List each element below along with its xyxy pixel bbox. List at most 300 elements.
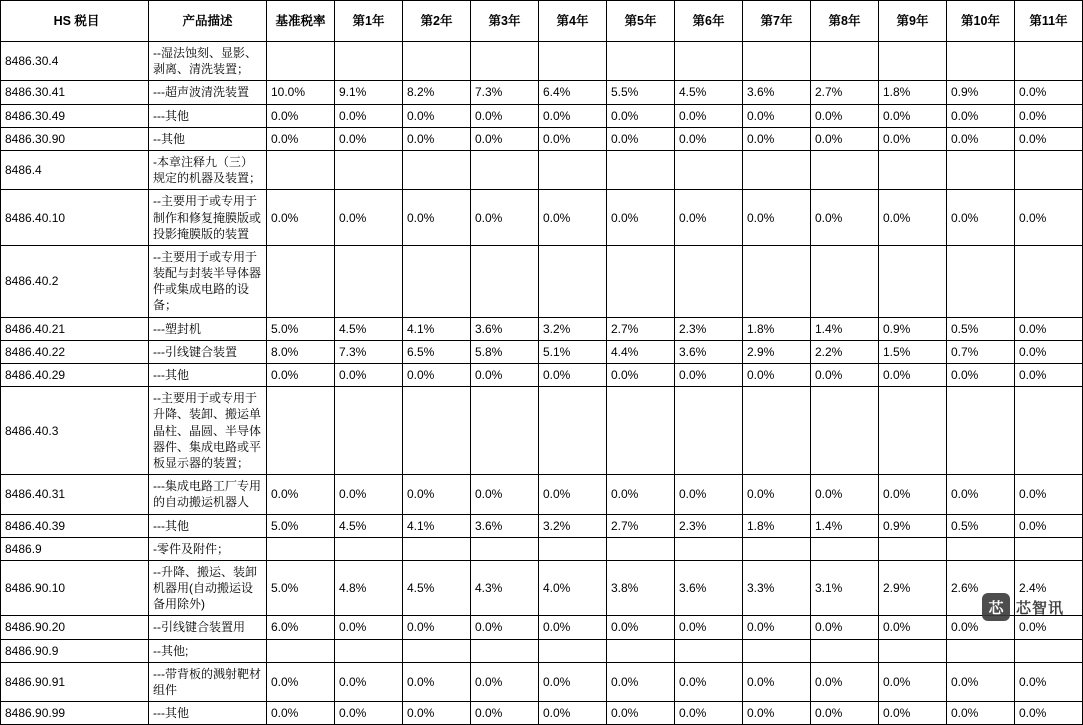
cell-year-2-rate: [403, 639, 471, 662]
cell-year-4-rate: [539, 150, 607, 189]
cell-year-9-rate: [879, 42, 947, 81]
cell-year-6-rate: [675, 537, 743, 560]
cell-year-2-rate: [403, 387, 471, 475]
cell-year-11-rate: [1015, 387, 1083, 475]
cell-year-6-rate: [675, 150, 743, 189]
table-row: [1, 127, 1083, 150]
cell-year-9-rate: 0.9%: [879, 514, 947, 537]
cell-base-rate: 0.0%: [267, 702, 335, 725]
cell-year-2-rate: [403, 42, 471, 81]
cell-year-6-rate: 3.6%: [675, 340, 743, 363]
column-header-year-5: 第5年: [607, 1, 675, 42]
column-header-year-11: 第11年: [1015, 1, 1083, 42]
cell-year-11-rate: 0.0%: [1015, 81, 1083, 104]
cell-year-8-rate: 2.2%: [811, 340, 879, 363]
cell-year-3-rate: 0.0%: [471, 475, 539, 514]
cell-description: ---集成电路工厂专用的自动搬运机器人: [149, 475, 267, 514]
column-header-hs: HS 税目: [1, 1, 149, 42]
cell-base-rate: [267, 245, 335, 317]
cell-year-9-rate: 0.0%: [879, 662, 947, 701]
cell-year-8-rate: 1.4%: [811, 317, 879, 340]
cell-year-1-rate: [335, 387, 403, 475]
cell-year-1-rate: 0.0%: [335, 475, 403, 514]
cell-year-1-rate: [335, 150, 403, 189]
cell-hs-code: 8486.90.91: [1, 662, 149, 701]
cell-base-rate: 0.0%: [267, 662, 335, 701]
cell-year-8-rate: [811, 245, 879, 317]
cell-year-11-rate: 0.0%: [1015, 662, 1083, 701]
cell-year-3-rate: 4.3%: [471, 560, 539, 616]
cell-year-10-rate: 0.5%: [947, 514, 1015, 537]
column-header-year-6: 第6年: [675, 1, 743, 42]
cell-description: --其他: [149, 127, 267, 150]
cell-base-rate: [267, 387, 335, 475]
cell-year-10-rate: [947, 537, 1015, 560]
cell-year-9-rate: 0.0%: [879, 702, 947, 725]
cell-year-5-rate: 0.0%: [607, 662, 675, 701]
cell-year-9-rate: 0.0%: [879, 190, 947, 246]
cell-year-10-rate: [947, 150, 1015, 189]
table-row: [1, 560, 1083, 616]
cell-year-7-rate: [743, 387, 811, 475]
cell-hs-code: 8486.90.10: [1, 560, 149, 616]
header-row: [1, 1, 1083, 42]
cell-description: ---带背板的溅射靶材组件: [149, 662, 267, 701]
cell-year-3-rate: [471, 42, 539, 81]
table-row: [1, 364, 1083, 387]
cell-year-8-rate: 0.0%: [811, 662, 879, 701]
cell-year-4-rate: 0.0%: [539, 104, 607, 127]
cell-year-5-rate: [607, 387, 675, 475]
cell-year-1-rate: [335, 42, 403, 81]
cell-year-10-rate: [947, 42, 1015, 81]
cell-year-3-rate: 0.0%: [471, 127, 539, 150]
cell-year-1-rate: [335, 639, 403, 662]
cell-year-10-rate: 0.0%: [947, 662, 1015, 701]
cell-year-4-rate: [539, 537, 607, 560]
cell-year-4-rate: 0.0%: [539, 662, 607, 701]
cell-year-2-rate: 0.0%: [403, 104, 471, 127]
cell-description: --主要用于或专用于制作和修复掩膜版或投影掩膜版的装置: [149, 190, 267, 246]
column-header-year-7: 第7年: [743, 1, 811, 42]
cell-hs-code: 8486.30.4: [1, 42, 149, 81]
table-body: [1, 42, 1083, 725]
cell-year-10-rate: 0.7%: [947, 340, 1015, 363]
cell-hs-code: 8486.40.39: [1, 514, 149, 537]
cell-year-10-rate: 0.0%: [947, 475, 1015, 514]
cell-year-11-rate: [1015, 150, 1083, 189]
cell-hs-code: 8486.90.99: [1, 702, 149, 725]
cell-year-11-rate: 0.0%: [1015, 340, 1083, 363]
table-row: [1, 639, 1083, 662]
cell-year-5-rate: 0.0%: [607, 127, 675, 150]
cell-year-10-rate: 0.0%: [947, 616, 1015, 639]
cell-year-5-rate: 0.0%: [607, 364, 675, 387]
cell-hs-code: 8486.4: [1, 150, 149, 189]
cell-year-7-rate: 0.0%: [743, 190, 811, 246]
cell-hs-code: 8486.40.29: [1, 364, 149, 387]
cell-year-9-rate: 0.0%: [879, 616, 947, 639]
cell-year-2-rate: [403, 150, 471, 189]
cell-year-6-rate: [675, 387, 743, 475]
cell-year-9-rate: [879, 387, 947, 475]
cell-year-10-rate: [947, 245, 1015, 317]
cell-year-7-rate: [743, 150, 811, 189]
cell-description: --主要用于或专用于升降、装卸、搬运单晶柱、晶圆、半导体器件、集成电路或平板显示器的装置；: [149, 387, 267, 475]
cell-year-2-rate: 0.0%: [403, 127, 471, 150]
cell-description: ---其他: [149, 514, 267, 537]
cell-year-1-rate: 0.0%: [335, 104, 403, 127]
cell-year-8-rate: [811, 387, 879, 475]
cell-year-6-rate: 0.0%: [675, 127, 743, 150]
cell-year-5-rate: [607, 42, 675, 81]
cell-year-2-rate: [403, 245, 471, 317]
cell-year-1-rate: 4.5%: [335, 317, 403, 340]
cell-year-6-rate: 0.0%: [675, 104, 743, 127]
cell-base-rate: 0.0%: [267, 364, 335, 387]
cell-year-3-rate: [471, 245, 539, 317]
cell-year-11-rate: [1015, 639, 1083, 662]
cell-year-1-rate: 7.3%: [335, 340, 403, 363]
cell-year-8-rate: [811, 150, 879, 189]
cell-year-8-rate: [811, 639, 879, 662]
cell-base-rate: 0.0%: [267, 190, 335, 246]
cell-year-4-rate: 0.0%: [539, 616, 607, 639]
cell-year-1-rate: [335, 245, 403, 317]
cell-base-rate: [267, 639, 335, 662]
cell-year-6-rate: 0.0%: [675, 616, 743, 639]
cell-year-4-rate: 3.2%: [539, 514, 607, 537]
cell-year-10-rate: 0.0%: [947, 127, 1015, 150]
cell-year-3-rate: 0.0%: [471, 616, 539, 639]
cell-year-1-rate: 0.0%: [335, 127, 403, 150]
cell-year-4-rate: 0.0%: [539, 702, 607, 725]
cell-year-8-rate: 0.0%: [811, 475, 879, 514]
cell-year-5-rate: 0.0%: [607, 190, 675, 246]
cell-base-rate: 10.0%: [267, 81, 335, 104]
table-row: [1, 702, 1083, 725]
cell-year-1-rate: 0.0%: [335, 364, 403, 387]
cell-year-5-rate: 4.4%: [607, 340, 675, 363]
cell-year-6-rate: 2.3%: [675, 514, 743, 537]
cell-year-11-rate: 0.0%: [1015, 317, 1083, 340]
cell-year-9-rate: 0.9%: [879, 317, 947, 340]
cell-description: ---其他: [149, 364, 267, 387]
cell-year-4-rate: 0.0%: [539, 190, 607, 246]
cell-year-7-rate: 0.0%: [743, 616, 811, 639]
cell-year-11-rate: [1015, 42, 1083, 81]
cell-year-7-rate: 1.8%: [743, 514, 811, 537]
cell-description: --湿法蚀刻、显影、剥离、清洗装置；: [149, 42, 267, 81]
cell-year-7-rate: 1.8%: [743, 317, 811, 340]
cell-description: --引线键合装置用: [149, 616, 267, 639]
cell-year-9-rate: 1.5%: [879, 340, 947, 363]
cell-hs-code: 8486.40.22: [1, 340, 149, 363]
cell-year-7-rate: [743, 537, 811, 560]
cell-year-9-rate: [879, 639, 947, 662]
cell-year-7-rate: 0.0%: [743, 104, 811, 127]
cell-hs-code: 8486.30.90: [1, 127, 149, 150]
cell-year-2-rate: 0.0%: [403, 190, 471, 246]
cell-year-5-rate: 0.0%: [607, 702, 675, 725]
cell-year-8-rate: 0.0%: [811, 104, 879, 127]
cell-year-8-rate: 2.7%: [811, 81, 879, 104]
cell-description: ---超声波清洗装置: [149, 81, 267, 104]
column-header-year-1: 第1年: [335, 1, 403, 42]
cell-year-3-rate: [471, 150, 539, 189]
cell-year-6-rate: 0.0%: [675, 190, 743, 246]
cell-base-rate: 6.0%: [267, 616, 335, 639]
table-row: [1, 514, 1083, 537]
cell-year-5-rate: 0.0%: [607, 616, 675, 639]
cell-year-7-rate: 0.0%: [743, 475, 811, 514]
cell-year-4-rate: [539, 387, 607, 475]
cell-hs-code: 8486.30.41: [1, 81, 149, 104]
cell-year-7-rate: 0.0%: [743, 662, 811, 701]
cell-year-4-rate: 0.0%: [539, 127, 607, 150]
cell-year-3-rate: [471, 387, 539, 475]
cell-year-11-rate: 0.0%: [1015, 364, 1083, 387]
cell-year-4-rate: 0.0%: [539, 364, 607, 387]
cell-year-8-rate: 0.0%: [811, 702, 879, 725]
cell-year-5-rate: [607, 245, 675, 317]
column-header-year-4: 第4年: [539, 1, 607, 42]
cell-year-9-rate: 0.0%: [879, 104, 947, 127]
cell-year-3-rate: 0.0%: [471, 190, 539, 246]
cell-hs-code: 8486.40.3: [1, 387, 149, 475]
cell-year-8-rate: 0.0%: [811, 127, 879, 150]
cell-year-5-rate: 3.8%: [607, 560, 675, 616]
cell-year-1-rate: [335, 537, 403, 560]
cell-year-1-rate: 9.1%: [335, 81, 403, 104]
cell-year-4-rate: [539, 245, 607, 317]
cell-year-6-rate: 4.5%: [675, 81, 743, 104]
cell-year-3-rate: 7.3%: [471, 81, 539, 104]
cell-year-7-rate: 0.0%: [743, 127, 811, 150]
cell-year-10-rate: 0.9%: [947, 81, 1015, 104]
cell-year-2-rate: 4.1%: [403, 317, 471, 340]
cell-base-rate: 5.0%: [267, 560, 335, 616]
cell-year-9-rate: [879, 537, 947, 560]
cell-base-rate: [267, 42, 335, 81]
column-header-base-rate: 基准税率: [267, 1, 335, 42]
cell-year-10-rate: 0.0%: [947, 364, 1015, 387]
cell-year-1-rate: 0.0%: [335, 702, 403, 725]
cell-year-2-rate: 0.0%: [403, 364, 471, 387]
cell-year-2-rate: 4.5%: [403, 560, 471, 616]
cell-year-11-rate: 2.4%: [1015, 560, 1083, 616]
cell-description: -零件及附件；: [149, 537, 267, 560]
table-row: [1, 104, 1083, 127]
cell-year-5-rate: [607, 639, 675, 662]
cell-year-11-rate: 0.0%: [1015, 127, 1083, 150]
cell-year-2-rate: 8.2%: [403, 81, 471, 104]
cell-base-rate: 0.0%: [267, 104, 335, 127]
cell-year-2-rate: 0.0%: [403, 662, 471, 701]
cell-hs-code: 8486.40.10: [1, 190, 149, 246]
table-row: [1, 81, 1083, 104]
cell-year-4-rate: [539, 42, 607, 81]
cell-year-3-rate: [471, 639, 539, 662]
cell-year-5-rate: [607, 537, 675, 560]
cell-year-11-rate: 0.0%: [1015, 104, 1083, 127]
column-header-year-10: 第10年: [947, 1, 1015, 42]
table-row: [1, 245, 1083, 317]
cell-year-6-rate: 0.0%: [675, 364, 743, 387]
cell-year-10-rate: 0.0%: [947, 702, 1015, 725]
table-row: [1, 387, 1083, 475]
cell-year-7-rate: [743, 639, 811, 662]
cell-year-10-rate: 0.5%: [947, 317, 1015, 340]
cell-year-10-rate: [947, 639, 1015, 662]
cell-year-6-rate: [675, 245, 743, 317]
cell-year-2-rate: 4.1%: [403, 514, 471, 537]
cell-year-11-rate: 0.0%: [1015, 475, 1083, 514]
table-row: [1, 42, 1083, 81]
table-row: [1, 150, 1083, 189]
cell-hs-code: 8486.40.2: [1, 245, 149, 317]
cell-description: --升降、搬运、装卸机器用(自动搬运设备用除外): [149, 560, 267, 616]
cell-year-11-rate: 0.0%: [1015, 702, 1083, 725]
cell-year-5-rate: 5.5%: [607, 81, 675, 104]
cell-year-5-rate: 0.0%: [607, 104, 675, 127]
cell-year-9-rate: 1.8%: [879, 81, 947, 104]
cell-year-2-rate: 0.0%: [403, 702, 471, 725]
cell-year-5-rate: [607, 150, 675, 189]
cell-year-4-rate: 4.0%: [539, 560, 607, 616]
cell-year-3-rate: 0.0%: [471, 662, 539, 701]
cell-year-7-rate: 2.9%: [743, 340, 811, 363]
cell-year-11-rate: [1015, 245, 1083, 317]
cell-description: ---引线键合装置: [149, 340, 267, 363]
cell-year-7-rate: [743, 42, 811, 81]
table-header: [1, 1, 1083, 42]
cell-year-11-rate: 0.0%: [1015, 616, 1083, 639]
cell-year-1-rate: 4.5%: [335, 514, 403, 537]
cell-year-10-rate: 0.0%: [947, 190, 1015, 246]
table-row: [1, 190, 1083, 246]
cell-year-2-rate: [403, 537, 471, 560]
cell-year-10-rate: 0.0%: [947, 104, 1015, 127]
cell-year-8-rate: 0.0%: [811, 616, 879, 639]
cell-year-8-rate: 1.4%: [811, 514, 879, 537]
cell-year-3-rate: 3.6%: [471, 514, 539, 537]
cell-hs-code: 8486.90.9: [1, 639, 149, 662]
cell-year-6-rate: 0.0%: [675, 702, 743, 725]
table-row: [1, 317, 1083, 340]
cell-year-3-rate: 0.0%: [471, 702, 539, 725]
cell-year-4-rate: 3.2%: [539, 317, 607, 340]
table-row: [1, 475, 1083, 514]
cell-year-8-rate: [811, 42, 879, 81]
cell-description: -本章注释九（三）规定的机器及装置；: [149, 150, 267, 189]
cell-year-9-rate: 2.9%: [879, 560, 947, 616]
cell-year-5-rate: 0.0%: [607, 475, 675, 514]
cell-year-4-rate: [539, 639, 607, 662]
cell-year-3-rate: 5.8%: [471, 340, 539, 363]
cell-year-6-rate: 2.3%: [675, 317, 743, 340]
cell-year-9-rate: 0.0%: [879, 475, 947, 514]
cell-year-11-rate: 0.0%: [1015, 514, 1083, 537]
cell-year-10-rate: [947, 387, 1015, 475]
cell-hs-code: 8486.40.31: [1, 475, 149, 514]
cell-year-1-rate: 0.0%: [335, 616, 403, 639]
cell-year-7-rate: 0.0%: [743, 702, 811, 725]
cell-year-3-rate: 0.0%: [471, 104, 539, 127]
watermark-logo-icon: 芯: [982, 593, 1010, 621]
column-header-year-9: 第9年: [879, 1, 947, 42]
cell-year-1-rate: 0.0%: [335, 662, 403, 701]
cell-year-8-rate: [811, 537, 879, 560]
cell-hs-code: 8486.30.49: [1, 104, 149, 127]
cell-year-6-rate: [675, 639, 743, 662]
cell-year-9-rate: 0.0%: [879, 127, 947, 150]
watermark-text: 芯智讯: [1015, 599, 1064, 617]
cell-year-8-rate: 0.0%: [811, 364, 879, 387]
cell-year-5-rate: 2.7%: [607, 317, 675, 340]
cell-base-rate: 8.0%: [267, 340, 335, 363]
cell-year-11-rate: 0.0%: [1015, 190, 1083, 246]
cell-year-6-rate: [675, 42, 743, 81]
cell-year-1-rate: 0.0%: [335, 190, 403, 246]
cell-year-8-rate: 3.1%: [811, 560, 879, 616]
cell-hs-code: 8486.40.21: [1, 317, 149, 340]
table-row: [1, 537, 1083, 560]
cell-year-6-rate: 3.6%: [675, 560, 743, 616]
cell-hs-code: 8486.9: [1, 537, 149, 560]
table-row: [1, 616, 1083, 639]
cell-base-rate: [267, 150, 335, 189]
cell-year-2-rate: 6.5%: [403, 340, 471, 363]
cell-year-11-rate: [1015, 537, 1083, 560]
cell-description: --其他;: [149, 639, 267, 662]
cell-year-1-rate: 4.8%: [335, 560, 403, 616]
table-row: [1, 340, 1083, 363]
cell-description: ---其他: [149, 702, 267, 725]
cell-year-9-rate: 0.0%: [879, 364, 947, 387]
table-row: [1, 662, 1083, 701]
cell-year-3-rate: 3.6%: [471, 317, 539, 340]
cell-base-rate: 0.0%: [267, 475, 335, 514]
cell-year-3-rate: [471, 537, 539, 560]
column-header-year-2: 第2年: [403, 1, 471, 42]
cell-year-3-rate: 0.0%: [471, 364, 539, 387]
cell-year-5-rate: 2.7%: [607, 514, 675, 537]
cell-year-7-rate: [743, 245, 811, 317]
cell-year-7-rate: 3.6%: [743, 81, 811, 104]
cell-year-7-rate: 3.3%: [743, 560, 811, 616]
cell-year-8-rate: 0.0%: [811, 190, 879, 246]
cell-year-7-rate: 0.0%: [743, 364, 811, 387]
cell-year-10-rate: 2.6%: [947, 560, 1015, 616]
cell-year-4-rate: 0.0%: [539, 475, 607, 514]
cell-base-rate: [267, 537, 335, 560]
cell-description: ---其他: [149, 104, 267, 127]
cell-year-2-rate: 0.0%: [403, 616, 471, 639]
cell-base-rate: 5.0%: [267, 317, 335, 340]
cell-year-6-rate: 0.0%: [675, 475, 743, 514]
column-header-description: 产品描述: [149, 1, 267, 42]
cell-year-6-rate: 0.0%: [675, 662, 743, 701]
cell-year-9-rate: [879, 150, 947, 189]
column-header-year-3: 第3年: [471, 1, 539, 42]
cell-year-9-rate: [879, 245, 947, 317]
cell-year-4-rate: 5.1%: [539, 340, 607, 363]
column-header-year-8: 第8年: [811, 1, 879, 42]
cell-description: ---塑封机: [149, 317, 267, 340]
cell-base-rate: 0.0%: [267, 127, 335, 150]
cell-year-4-rate: 6.4%: [539, 81, 607, 104]
